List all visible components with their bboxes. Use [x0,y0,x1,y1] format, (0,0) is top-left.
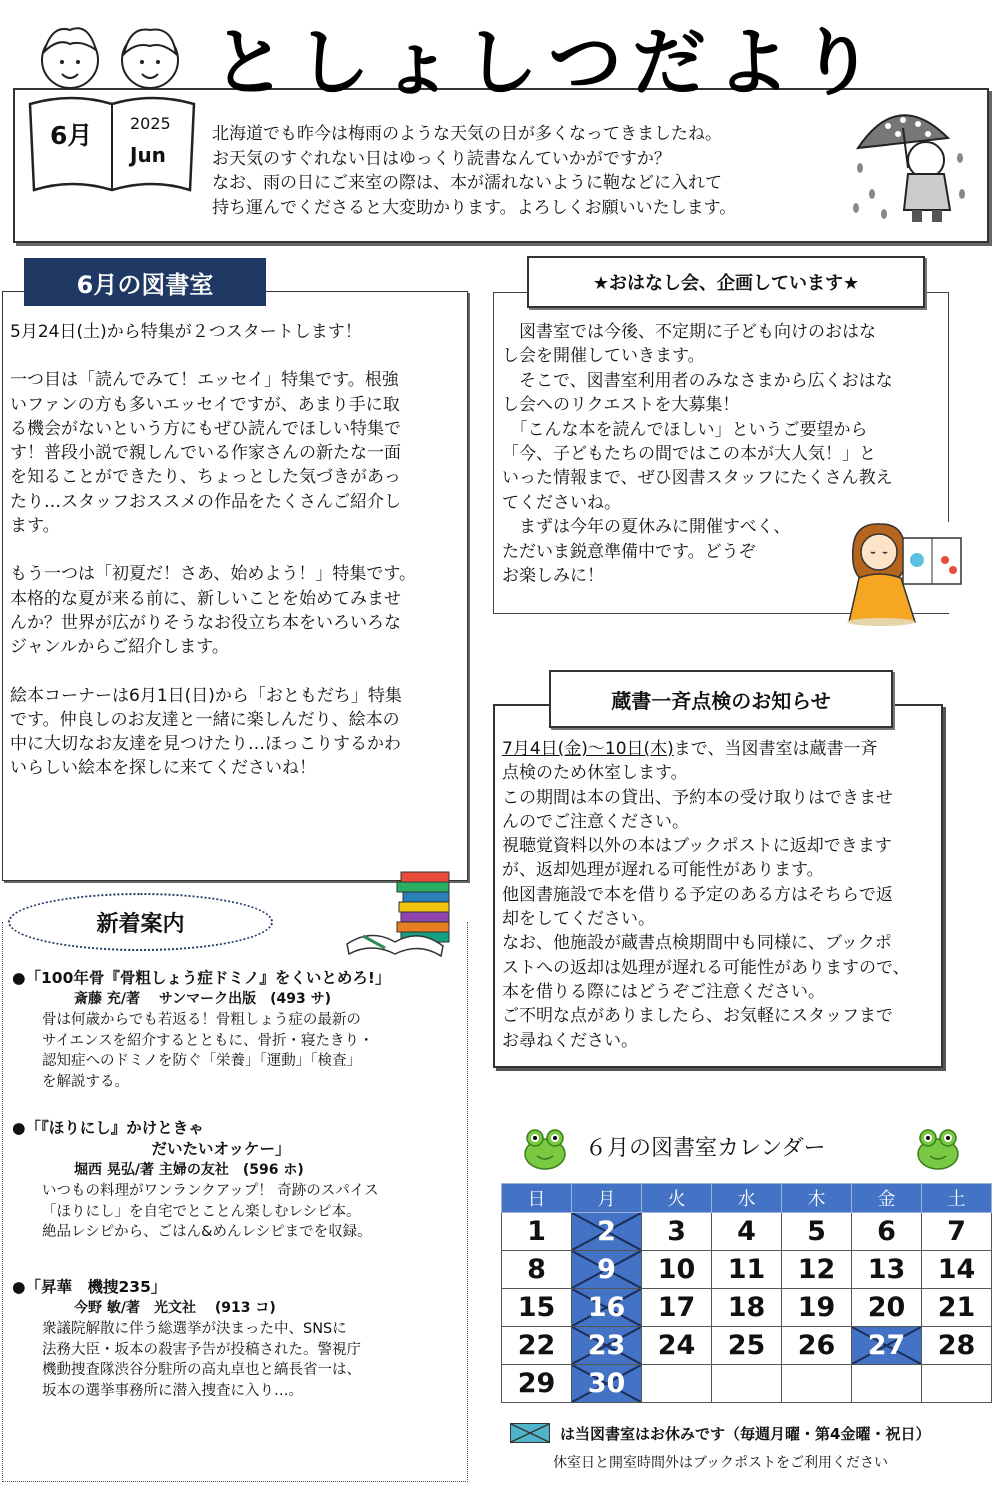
calendar-day-number: 27 [867,1330,906,1361]
book-description-line: 絶品レシピから、ごはん&めんレシピまでを収録。 [42,1224,372,1241]
ohanashi-text [502,320,893,588]
inventory-heading: 蔵書一斉点検のお知らせ [549,670,893,728]
inventory-first-line [502,737,910,761]
inventory-line: 点検のため休室します。 [502,763,688,784]
paragraph-line: ジャンルからご紹介します。 [10,637,229,658]
closed-legend-swatch [510,1423,550,1443]
umbrella-child-icon [848,98,968,232]
calendar-weekday: 火 [642,1184,712,1213]
calendar-day: 26 [782,1327,852,1365]
inventory-line: お尋ねください。 [502,1030,638,1051]
calendar-day: 4 [712,1213,782,1251]
calendar-day: 8 [502,1251,572,1289]
new-arrival-item [12,1277,361,1402]
paragraph-line: 絵本コーナーは6月1日(日)から「おともだち」特集 [10,685,402,706]
greeting-line: お天気のすぐれない日はゆっくり読書なんていかがですか？ [212,148,671,169]
calendar-day: 29 [502,1365,572,1403]
book-title: ●「『ほりにし』かけときゃ [12,1119,204,1137]
inventory-line: が、返却処理が遅れる可能性があります。 [502,860,824,881]
book-description-line: 坂本の選挙事務所に潜入捜査に入り…。 [42,1383,303,1400]
ohanashi-line: そこで、図書室利用者のみなさまから広くおはな [502,370,893,391]
book-description-line: サイエンスを紹介するとともに、骨折・寝たきり・ [42,1032,374,1049]
inventory-line: 他図書施設で本を借りる予定のある方はそちらで返 [502,884,893,905]
calendar-empty-cell [922,1365,992,1403]
calendar-day-number: 9 [597,1254,616,1285]
paragraph-line: たり…スタッフおススメの作品をたくさんご紹介し [10,491,401,512]
calendar-day: 10 [642,1251,712,1289]
calendar-day: 7 [922,1213,992,1251]
calendar-day-closed [852,1327,922,1365]
paragraph-line: んか？世界が広がりそうなお役立ち本をいろいろな [10,612,401,633]
calendar-weekday: 金 [852,1184,922,1213]
month-jp: 6月 [50,121,93,150]
calendar-empty-cell [642,1365,712,1403]
calendar-day: 15 [502,1289,572,1327]
kids-reading-book-icon [22,12,202,196]
book-description-line: 「ほりにし」を自宅でとことん楽しむレシピ本。 [42,1203,361,1220]
calendar-weekday: 日 [502,1184,572,1213]
book-description-line: 骨は何歳からでも若返る！骨粗しょう症の最新の [42,1012,361,1028]
paragraph-line: を知ることができたり、ちょっとした気づきがあっ [10,467,401,488]
calendar-weekday: 土 [922,1184,992,1213]
calendar-day: 21 [922,1289,992,1327]
inventory-line: 本を借りる際にはどうぞご注意ください。 [502,981,825,1002]
greeting-text [212,122,736,220]
paragraph-line: いファンの方も多いエッセイですが、あまり手に取 [10,394,400,415]
paragraph-line: 本格的な夏が来る前に、新しいことを始めてみませ [10,588,401,609]
paragraph-line: 中に大切なお友達を見つけたり…ほっこりするかわ [10,734,401,755]
calendar-day-number: 23 [587,1330,626,1361]
calendar-day: 19 [782,1289,852,1327]
calendar-day: 22 [502,1327,572,1365]
book-description-line: 認知症へのドミノを防ぐ「栄養」「運動」「検査」 [42,1053,361,1070]
inventory-line: ご不明な点がありましたら、お気軽にスタッフまで [502,1006,893,1027]
calendar-day-number: 16 [587,1292,626,1323]
paragraph-line: 一つ目は「読んでみて！エッセイ」特集です。根強 [10,370,399,391]
ohanashi-line: 「今、子どもたちの間ではこの本が大人気！」と [502,444,876,465]
greeting-line: なお、雨の日にご来室の際は、本が濡れないように鞄などに入れて [212,173,722,193]
calendar-day-closed [572,1327,642,1365]
calendar-day: 17 [642,1289,712,1327]
new-arrivals-heading: 新着案内 [8,893,273,951]
inventory-line: 却をしてください。 [502,909,655,930]
calendar-week-row [502,1251,992,1289]
book-author: 今野 敏/著 光文社 (913 コ) [74,1300,276,1316]
book-title-line2: だいたいオッケー」 [12,1140,291,1158]
inventory-text [502,737,910,1053]
ohanashi-line: 図書室では今後、不定期に子ども向けのおはな [502,322,876,342]
book-description-line: を解説する。 [42,1074,129,1091]
inventory-dates: 7月4日(金)～10日(木) [502,739,674,759]
ohanashi-line: ただいま鋭意準備中です。どうぞ [502,541,756,562]
closed-legend-text: は当図書室はお休みです（毎週月曜・第4金曜・祝日） [560,1425,931,1443]
calendar-day: 28 [922,1327,992,1365]
book-stack-icon [345,866,455,965]
calendar-day: 18 [712,1289,782,1327]
girl-reading-picture-book-icon [845,518,965,632]
calendar-weekday-row [502,1184,992,1213]
inventory-line: なお、他施設が蔵書点検期間中も同様に、ブックポ [502,933,892,954]
calendar-heading: ６月の図書室カレンダー [585,1136,826,1161]
inventory-line: この期間は本の貸出、予約本の受け取りはできませ [502,787,893,808]
june-library-heading: 6月の図書室 [24,258,266,306]
calendar-day: 3 [642,1213,712,1251]
calendar-weekday: 水 [712,1184,782,1213]
calendar-day-number: 2 [597,1216,616,1247]
book-description-line: いつもの料理がワンランクアップ！ 奇跡のスパイス [42,1183,379,1199]
calendar-day: 1 [502,1213,572,1251]
june-library-text [10,320,460,781]
page-title: としょしつだより [212,20,884,106]
calendar-table [501,1183,992,1403]
ohanashi-line: し会を開催していきます。 [502,346,705,367]
paragraph-line: です。仲良しのお友達と一緒に楽しんだり、絵本の [10,709,400,730]
paragraph-line: る機会がないという方にもぜひ読んでほしい特集で [10,418,401,439]
inventory-first-line-rest: まで、当図書室は蔵書一斉 [673,739,878,759]
calendar-day: 11 [712,1251,782,1289]
calendar-day: 14 [922,1251,992,1289]
ohanashi-heading: ★おはなし会、企画しています★ [527,256,925,308]
paragraph-line: いらしい絵本を探しに来てくださいね！ [10,758,316,779]
paragraph-line: す！普段小説で親しんでいる作家さんの新たな一面 [10,443,401,464]
ohanashi-line: てくださいね。 [502,492,621,513]
calendar-day-closed [572,1365,642,1403]
calendar-day: 25 [712,1327,782,1365]
calendar-day: 13 [852,1251,922,1289]
ohanashi-box-edge [948,292,949,522]
calendar-weekday: 木 [782,1184,852,1213]
book-title: ●「昇華 機捜235」 [12,1278,167,1296]
greeting-line: 北海道でも昨今は梅雨のような天気の日が多くなってきましたね。 [212,124,722,144]
ohanashi-line: 「こんな本を読んでほしい」というご要望から [502,419,868,440]
frog-icon [915,1126,961,1176]
calendar-empty-cell [852,1365,922,1403]
ohanashi-line: お楽しみに！ [502,566,604,587]
ohanashi-line: し会へのリクエストを大募集！ [502,395,740,416]
calendar-day: 12 [782,1251,852,1289]
calendar-day: 20 [852,1289,922,1327]
inventory-line: んのでご注意ください。 [502,811,689,832]
ohanashi-line: いった情報まで、ぜひ図書スタッフにたくさん教え [502,468,893,489]
calendar-day-closed [572,1213,642,1251]
paragraph-line: ます。 [10,516,60,537]
calendar-week-row [502,1289,992,1327]
month-en: Jun [130,143,166,167]
inventory-line: ストへの返却は処理が遅れる可能性がありますので、 [502,957,910,978]
calendar-day-number: 30 [587,1368,626,1399]
calendar-empty-cell [782,1365,852,1403]
new-arrival-item [12,1118,379,1243]
calendar-week-row [502,1365,992,1403]
greeting-line: 持ち運んでくださると大変助かります。よろしくお願いいたします。 [212,197,737,218]
book-author: 斎藤 充/著 サンマーク出版 (493 サ) [74,991,332,1007]
book-title: ●「100年骨『骨粗しょう症ドミノ』をくいとめろ!」 [12,969,391,987]
year: 2025 [130,114,171,133]
calendar-body [502,1213,992,1403]
new-arrival-item [12,968,390,1093]
book-description-line: 衆議院解散に伴う総選挙が決まった中、SNSに [42,1321,347,1337]
calendar-empty-cell [712,1365,782,1403]
calendar-day-closed [572,1251,642,1289]
book-description-line: 法務大臣・坂本の殺害予告が投稿された。警視庁 [42,1341,361,1358]
paragraph-line: もう一つは「初夏だ！さあ、始めよう！」特集です。 [10,564,416,585]
calendar-day: 6 [852,1213,922,1251]
book-description-line: 機動捜査隊渋谷分駐所の高丸卓也と縞長省一は、 [42,1362,361,1379]
calendar-day-closed [572,1289,642,1327]
frog-icon [522,1126,568,1176]
calendar-week-row [502,1213,992,1251]
book-author: 堀西 晃弘/著 主婦の友社 (596 ホ) [74,1162,304,1178]
calendar-day: 5 [782,1213,852,1251]
ohanashi-line: まずは今年の夏休みに開催すべく、 [502,517,791,538]
book-post-note: 休室日と開室時間外はブックポストをご利用ください [553,1455,889,1471]
calendar-weekday: 月 [572,1184,642,1213]
calendar-day: 24 [642,1327,712,1365]
inventory-line: 視聴覚資料以外の本はブックポストに返却できます [502,836,892,857]
paragraph-line: 5月24日(土)から特集が２つスタートします！ [10,322,362,342]
calendar-week-row [502,1327,992,1365]
